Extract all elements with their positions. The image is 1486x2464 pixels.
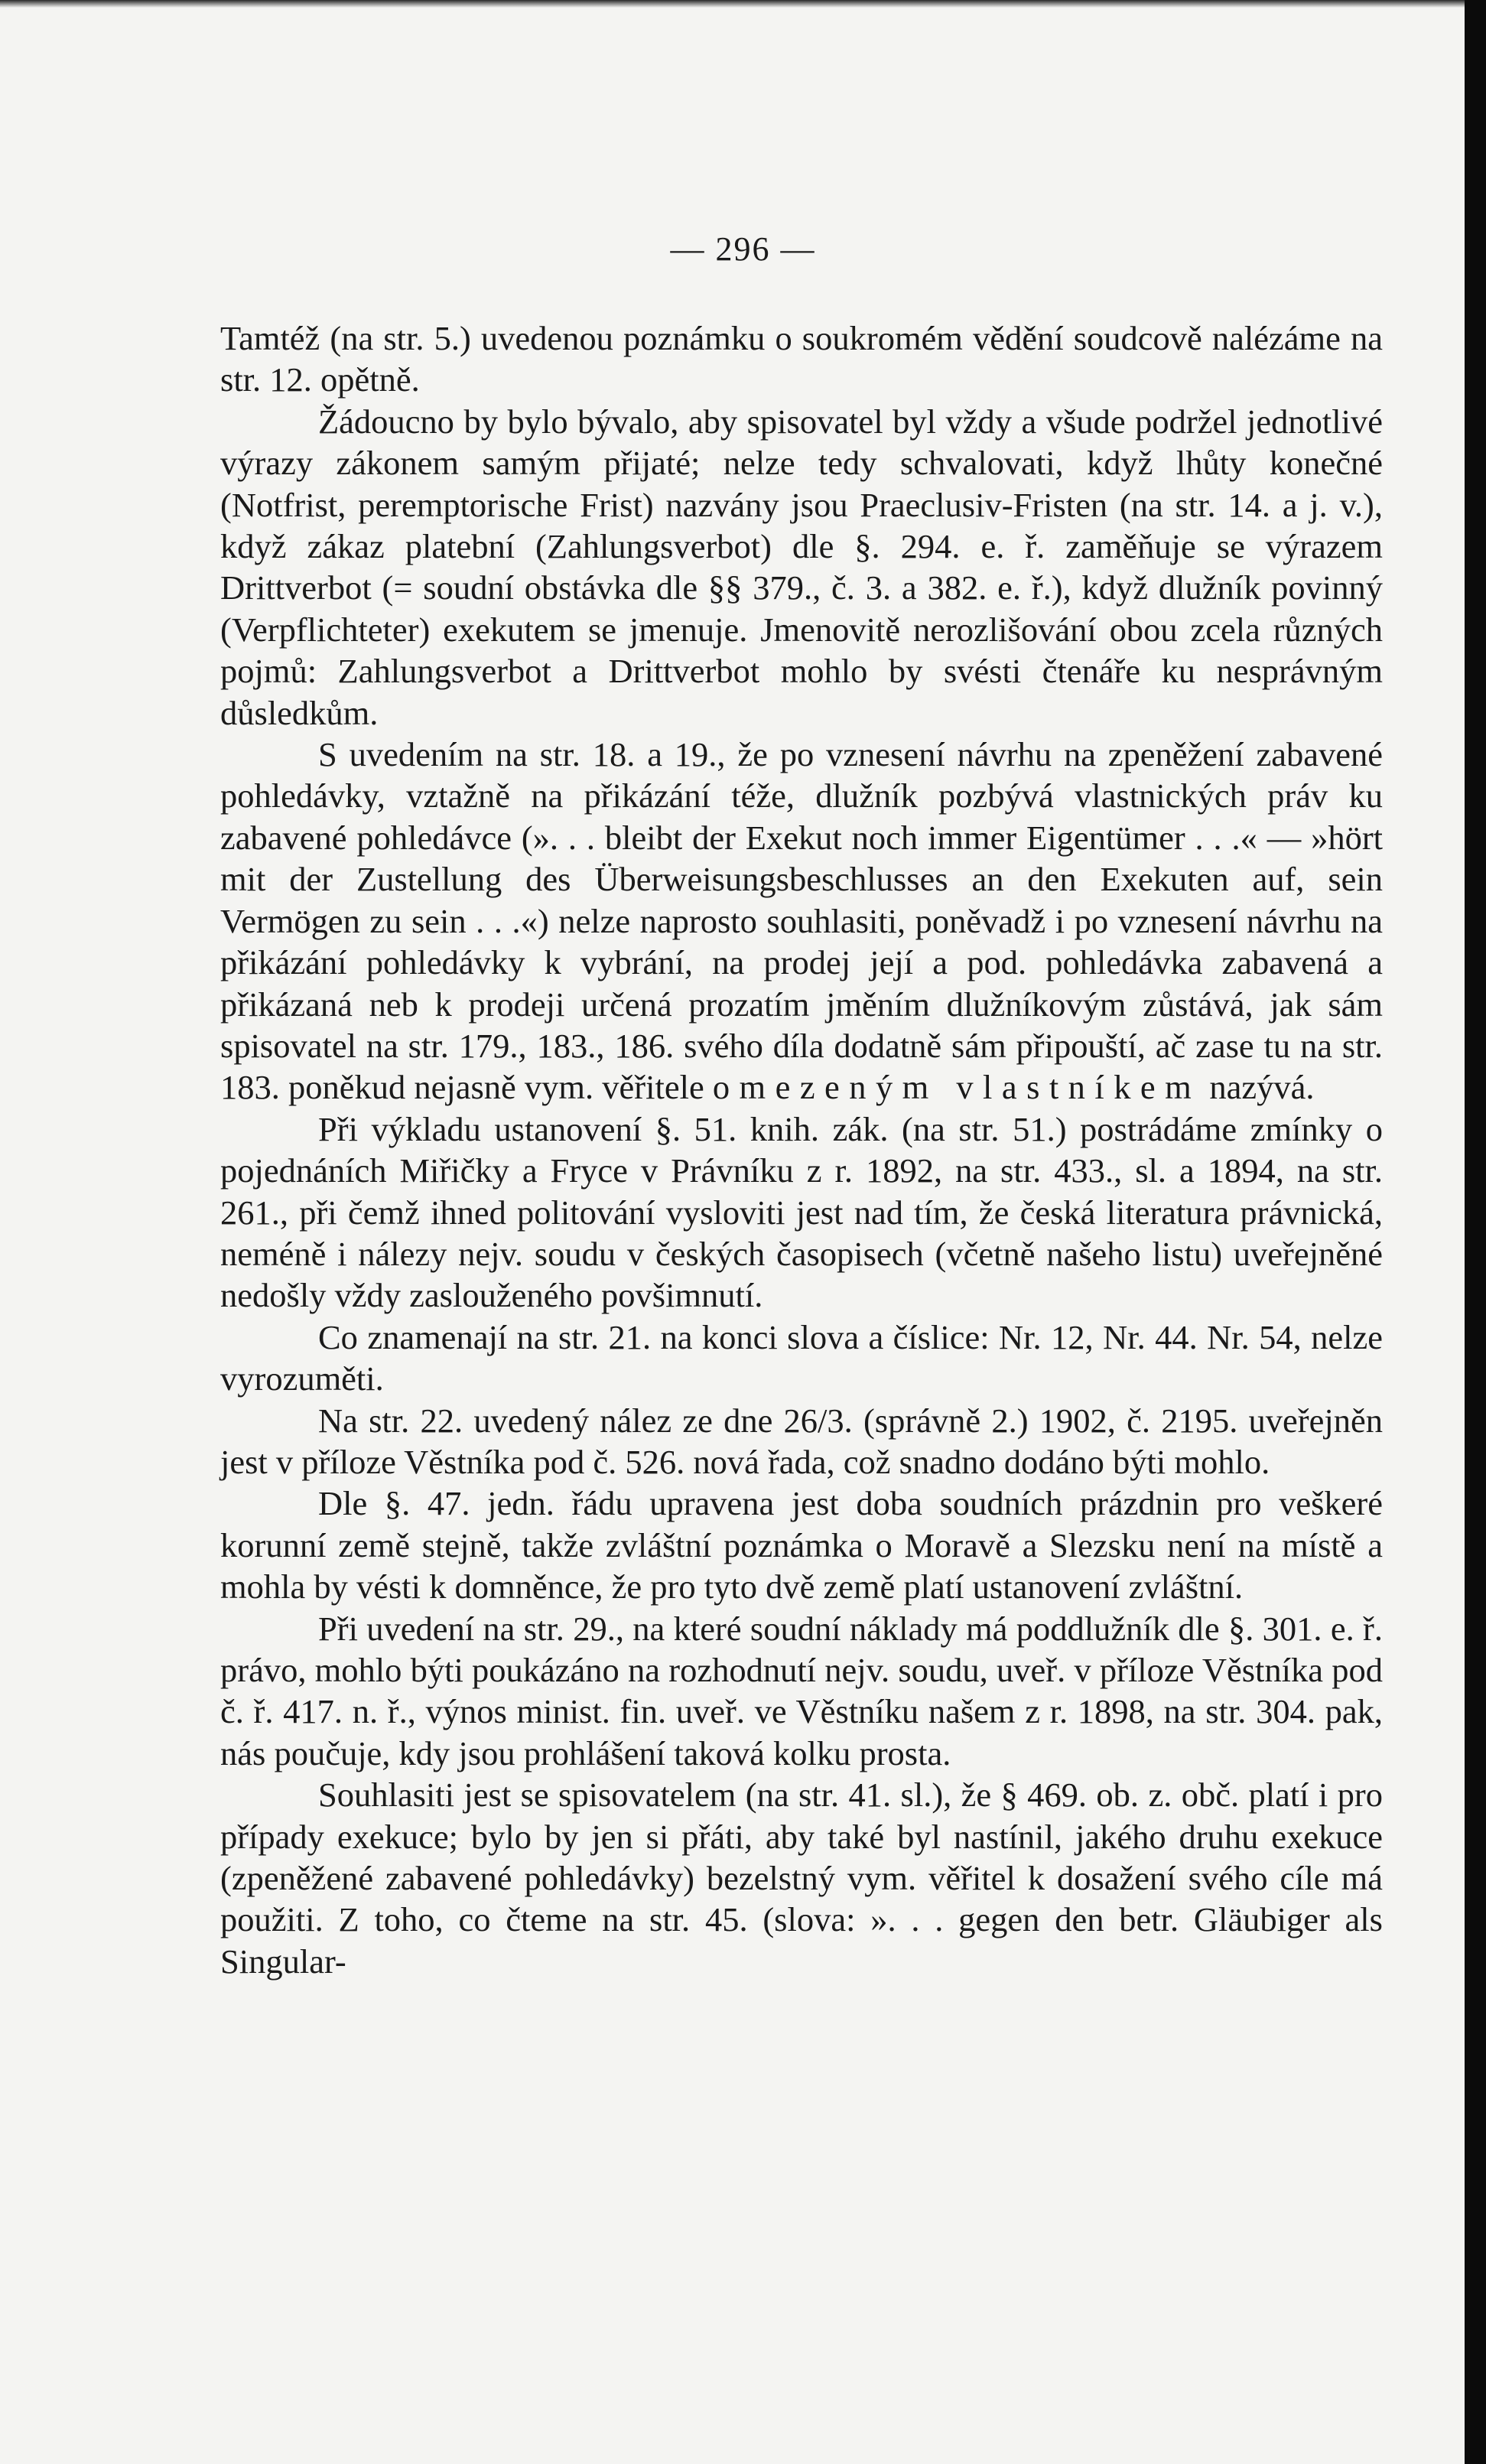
paragraph: Při výkladu ustanovení §. 51. knih. zák. (na str. 51.) postrádáme zmínky o pojednáních Miřičky a Fryce v Právníku z r. 1892, na str. 433., sl. a 1894, na str. 261., při čemž ihned politování vysloviti jest nad tím, že česká literatura právnická, neméně i nálezy nejv. soudu v českých časopisech (včetně našeho listu) uveřejněné nedošly vždy zaslouženého povšimnutí. [220,1109,1383,1315]
paragraph: Na str. 22. uvedený nález ze dne 26/3. (správně 2.) 1902, č. 2195. uveřejněn jest v příloze Věstníka pod č. 526. nová řada, což snadno dodáno býti mohlo. [220,1401,1383,1481]
paragraph: Co znamenají na str. 21. na konci slova a číslice: Nr. 12, Nr. 44. Nr. 54, nelze vyrozuměti. [220,1317,1383,1398]
paragraph: Při uvedení na str. 29., na které soudní náklady má poddlužník dle §. 301. e. ř. právo, mohlo býti poukázáno na rozhodnutí nejv. soudu, uveř. v příloze Věstníka pod č. ř. 417. n. ř., výnos minist. fin. uveř. ve Věstníku našem z r. 1898, na str. 304. pak, nás poučuje, kdy jsou prohlášení taková kolku prosta. [220,1609,1383,1772]
body-text [220,317,1383,1982]
paragraph: Souhlasiti jest se spisovatelem (na str. 41. sl.), že § 469. ob. z. obč. platí i pro případy exekuce; bylo by jen si přáti, aby také byl nastínil, jakého druhu exekuce (zpeněžené zabavené pohledávky) bezelstný vym. věřitel k dosažení svého cíle má použiti. Z toho, co čteme na str. 45. (slova: ». . . gegen den betr. Gläubiger als Singular- [220,1776,1383,1981]
paragraph: Žádoucno by bylo bývalo, aby spisovatel byl vždy a všude podržel jednotlivé výrazy zákonem samým přijaté; nelze tedy schvalovati, když lhůty konečné (Notfrist, peremptorische Frist) nazvány jsou Praeclusiv-Fristen (na str. 14. a j. v.), když zákaz platební (Zahlungsverbot) dle §. 294. e. ř. zaměňuje se výrazem Drittverbot (= soudní obstávka dle §§ 379., č. 3. a 382. e. ř.), když dlužník povinný (Verpflichteter) exekutem se jmenuje. Jmenovitě nerozlišování obou zcela různých pojmů: Zahlungsverbot a Drittverbot mohlo by svésti čtenáře ku nesprávným důsledkům. [220,402,1383,732]
page-top-edge [0,0,1486,8]
scan-border-right [1465,0,1486,2464]
page-number: — 296 — [670,230,816,268]
emphasized-term: omezeným vlastníkem [712,1068,1201,1107]
paragraph: Dle §. 47. jedn. řádu upravena jest doba soudních prázdnin pro veškeré korunní země stejně, takže zvláštní poznámka o Moravě a Slezsku není na místě a mohla by vésti k domněnce, že pro tyto dvě země platí ustanovení zvláštní. [220,1484,1383,1606]
paragraph [220,734,1383,1108]
paragraph-text: S uvedením na str. 18. a 19., že po vznesení návrhu na zpeněžení zabavené pohledávky, vztažně na přikázání téže, dlužník pozbývá vlastnických práv ku zabavené pohledávce (». . . bleibt der Exekut noch immer Eigentümer . . .« — »hört mit der Zustellung des Überweisungsbeschlusses an den Exekuten auf, sein Vermögen zu sein . . .«) nelze naprosto souhlasiti, poněvadž i po vznesení návrhu na přikázání pohledávky k vybrání, na prodej její a pod. pohledávka zabavená a přikázaná neb k prodeji určená prozatím jměním dlužníkovým zůstává, jak sám spisovatel na str. 179., 183., 186. svého díla dodatně sám připouští, ač zase tu na str. 183. poněkud nejasně vym. věřitele [220,735,1383,1107]
paragraph-text: nazývá. [1209,1068,1315,1107]
paragraph: Tamtéž (na str. 5.) uvedenou poznámku o soukromém vědění soudcově nalézáme na str. 12. opětně. [220,319,1383,399]
